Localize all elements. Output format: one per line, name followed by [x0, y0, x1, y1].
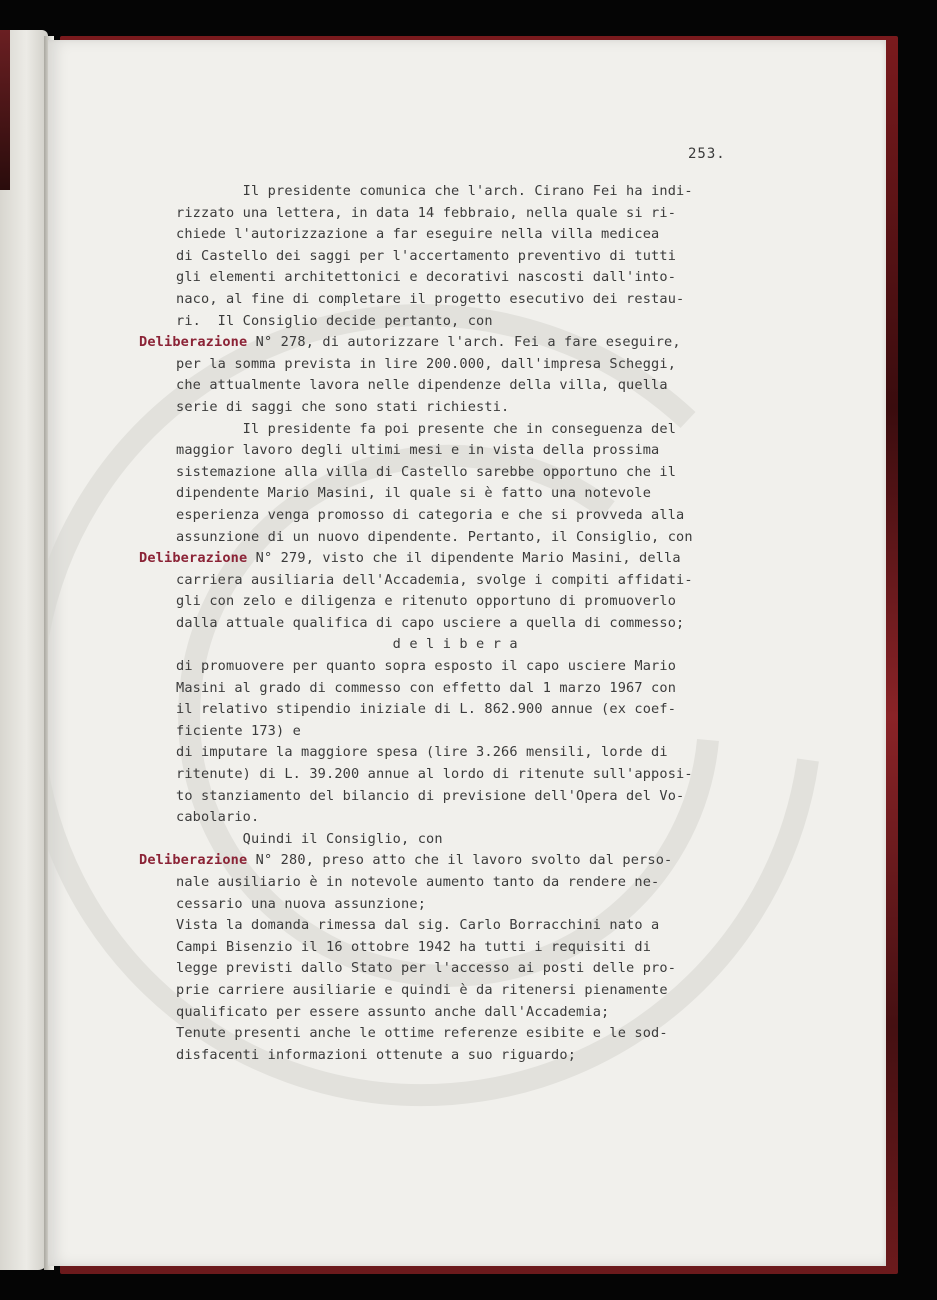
text-line — [176, 958, 776, 980]
text-line — [176, 721, 776, 743]
line-text: , preso atto che il lavoro svolto dal perso- — [305, 852, 673, 869]
line-text: nale ausiliario è in notevole aumento tanto da rendere ne- — [176, 874, 660, 890]
text-line — [176, 678, 776, 700]
text-line — [176, 894, 776, 916]
text-line — [176, 742, 776, 764]
line-text: d e l i b e r a — [176, 636, 518, 653]
line-text: gli elementi architettonici e decorativi nascosti dall'into- — [176, 269, 677, 286]
line-text: cessario una nuova assunzione; — [176, 895, 427, 912]
text-line — [176, 203, 776, 225]
deliberation-number: N° 279 — [247, 550, 306, 567]
deliberation-keyword: Deliberazione — [139, 852, 248, 869]
text-line — [176, 267, 776, 289]
deliberation-keyword: Deliberazione — [139, 550, 248, 567]
line-text: di Castello dei saggi per l'accertamento preventivo di tutti — [176, 247, 677, 264]
line-text: , visto che il dipendente Mario Masini, della — [305, 550, 681, 567]
text-line — [176, 829, 776, 851]
line-text: carriera ausiliaria dell'Accademia, svolge i compiti affidati- — [176, 571, 693, 588]
line-text: di imputare la maggiore spesa (lire 3.266 mensili, lorde di — [176, 744, 668, 761]
text-line — [176, 872, 776, 894]
text-line — [176, 591, 776, 613]
line-text: cabolario. — [176, 809, 260, 826]
line-text: serie di saggi che sono stati richiesti. — [176, 398, 510, 415]
text-line — [176, 527, 776, 549]
book-cover-edge — [0, 30, 10, 190]
deliberation-line — [139, 548, 776, 570]
line-text: Masini al grado di commesso con effetto dal 1 marzo 1967 con — [176, 679, 677, 696]
line-text: Campi Bisenzio il 16 ottobre 1942 ha tutti i requisiti di — [176, 938, 652, 955]
deliberation-line — [139, 332, 776, 354]
line-text: di promuovere per quanto sopra esposto il capo usciere Mario — [176, 658, 677, 675]
text-line — [176, 246, 776, 268]
text-line — [176, 397, 776, 419]
text-line — [176, 786, 776, 808]
line-text: il relativo stipendio iniziale di L. 862.900 annue (ex coef- — [176, 701, 677, 718]
text-line — [176, 570, 776, 592]
document-body — [139, 181, 776, 1066]
line-text: Quindi il Consiglio, con — [176, 830, 443, 847]
line-text: rizzato una lettera, in data 14 febbraio, nella quale si ri- — [176, 204, 677, 221]
text-line — [176, 505, 776, 527]
text-line — [176, 807, 776, 829]
line-text: maggior lavoro degli ultimi mesi e in vista della prossima — [176, 442, 660, 459]
line-text: assunzione di un nuovo dipendente. Pertanto, il Consiglio, con — [176, 528, 693, 545]
line-text: legge previsti dallo Stato per l'accesso ai posti delle pro- — [176, 960, 677, 977]
line-text: naco, al fine di completare il progetto esecutivo dei restau- — [176, 290, 685, 307]
text-line — [176, 419, 776, 441]
text-line — [176, 289, 776, 311]
text-line — [176, 699, 776, 721]
line-text: Il presidente comunica che l'arch. Cirano Fei ha indi- — [176, 183, 693, 199]
page-number: 253. — [688, 146, 726, 162]
line-text: esperienza venga promosso di categoria e che si provveda alla — [176, 506, 685, 523]
text-line — [176, 937, 776, 959]
line-text: ficiente 173) e — [176, 722, 302, 739]
previous-page-edge — [0, 30, 48, 1270]
text-line — [176, 440, 776, 462]
line-text: sistemazione alla villa di Castello sarebbe opportuno che il — [176, 463, 677, 480]
line-text: prie carriere ausiliarie e quindi è da ritenersi pienamente — [176, 981, 668, 998]
text-line — [176, 656, 776, 678]
text-line — [176, 1023, 776, 1045]
deliberation-line — [139, 850, 776, 872]
text-line — [176, 354, 776, 376]
line-text: che attualmente lavora nelle dipendenze della villa, quella — [176, 377, 668, 394]
line-text: Il presidente fa poi presente che in conseguenza del — [176, 420, 677, 437]
text-line — [176, 613, 776, 635]
text-line — [176, 1002, 776, 1024]
line-text: qualificato per essere assunto anche dall'Accademia; — [176, 1003, 610, 1020]
line-text: , di autorizzare l'arch. Fei a fare eseguire, — [305, 334, 681, 351]
document-page — [48, 40, 886, 1266]
line-text: disfacenti informazioni ottenute a suo riguardo; — [176, 1046, 577, 1063]
text-line — [176, 224, 776, 246]
text-line — [176, 764, 776, 786]
line-text: dipendente Mario Masini, il quale si è fatto una notevole — [176, 485, 652, 502]
line-text: chiede l'autorizzazione a far eseguire nella villa medicea — [176, 226, 660, 243]
text-line — [176, 1045, 776, 1067]
text-line — [176, 311, 776, 333]
text-line — [176, 462, 776, 484]
text-line — [176, 181, 776, 203]
line-text: Vista la domanda rimessa dal sig. Carlo Borracchini nato a — [176, 917, 660, 934]
deliberation-number: N° 280 — [247, 852, 306, 869]
text-line — [176, 915, 776, 937]
line-text: dalla attuale qualifica di capo usciere a quella di commesso; — [176, 614, 685, 631]
line-text: gli con zelo e diligenza e ritenuto opportuno di promuoverlo — [176, 593, 677, 610]
text-line — [176, 980, 776, 1002]
deliberation-keyword: Deliberazione — [139, 334, 248, 351]
line-text: per la somma prevista in lire 200.000, dall'impresa Scheggi, — [176, 355, 677, 372]
line-text: Tenute presenti anche le ottime referenze esibite e le sod- — [176, 1025, 668, 1042]
line-text: ritenute) di L. 39.200 annue al lordo di ritenute sull'apposi- — [176, 766, 693, 783]
line-text: to stanziamento del bilancio di previsione dell'Opera del Vo- — [176, 787, 685, 804]
line-text: ri. Il Consiglio decide pertanto, con — [176, 312, 493, 329]
text-line — [176, 375, 776, 397]
deliberation-number: N° 278 — [247, 334, 306, 351]
text-line — [176, 483, 776, 505]
text-line — [176, 634, 776, 656]
